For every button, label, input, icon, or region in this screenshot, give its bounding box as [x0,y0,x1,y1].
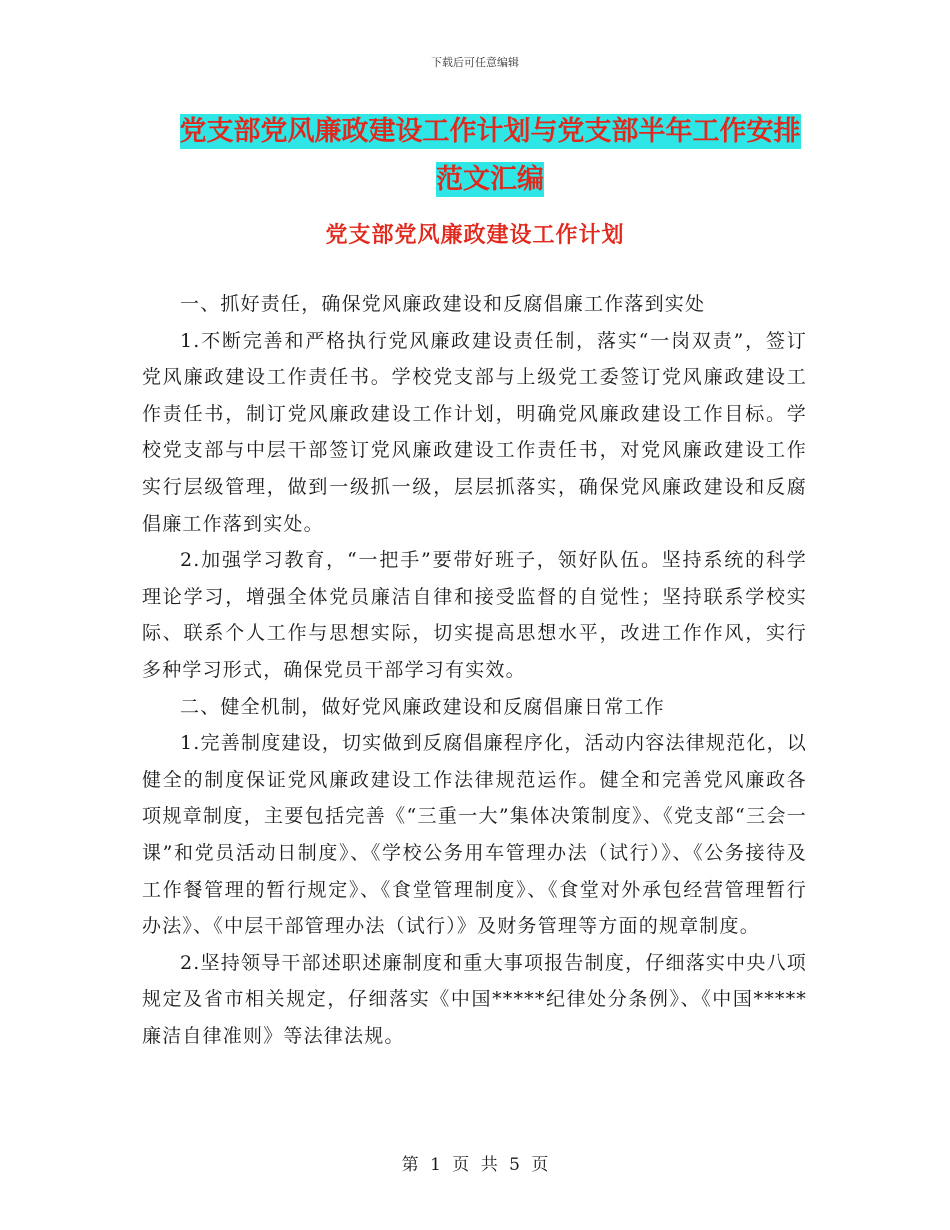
header-note: 下载后可任意编辑 [431,56,519,69]
body-text [142,286,807,1054]
paragraph-heading-2: 二、健全机制，做好党风廉政建设和反腐倡廉日常工作 [180,695,665,718]
document-title [120,108,860,204]
document-title-line-1: 党支部党风廉政建设工作计划与党支部半年工作安排 [179,116,801,147]
document-title-line-2: 范文汇编 [436,164,544,195]
page-footer: 第 1 页 共 5 页 [401,1155,549,1175]
paragraph: 2.坚持领导干部述职述廉制度和重大事项报告制度，仔细落实中央八项规定及省市相关规定，仔细落实《中国*****纪律处分条例》、《中国*****廉洁自律准则》等法律法规。 [142,951,807,1047]
paragraph: 1.不断完善和严格执行党风廉政建设责任制，落实“一岗双责”，签订党风廉政建设工作责任书。学校党支部与上级党工委签订党风廉政建设工作责任书，制订党风廉政建设工作计划，明确党风廉政建设工作目标。学校党支部与中层干部签订党风廉政建设工作责任书，对党风廉政建设工作实行层级管理，做到一级抓一级，层层抓落实，确保党风廉政建设和反腐倡廉工作落到实处。 [142,329,807,535]
section-title: 党支部党风廉政建设工作计划 [325,223,625,248]
paragraph-heading-1: 一、抓好责任，确保党风廉政建设和反腐倡廉工作落到实处 [180,293,706,315]
paragraph: 2.加强学习教育，“一把手”要带好班子，领好队伍。坚持系统的科学理论学习，增强全体党员廉洁自律和接受监督的自觉性；坚持联系学校实际、联系个人工作与思想实际，切实提高思想水平，改进工作作风，实行多种学习形式，确保党员干部学习有实效。 [142,549,807,681]
paragraph: 1.完善制度建设，切实做到反腐倡廉程序化，活动内容法律规范化，以健全的制度保证党风廉政建设工作法律规范运作。健全和完善党风廉政各项规章制度，主要包括完善《“三重一大”集体决策制度》、《党支部“三会一课”和党员活动日制度》、《学校公务用车管理办法（试行）》、《公务接待及工作餐管理的暂行规定》、《食堂管理制度》、《食堂对外承包经营管理暂行办法》、《中层干部管理办法（试行）》及财务管理等方面的规章制度。 [142,732,807,938]
